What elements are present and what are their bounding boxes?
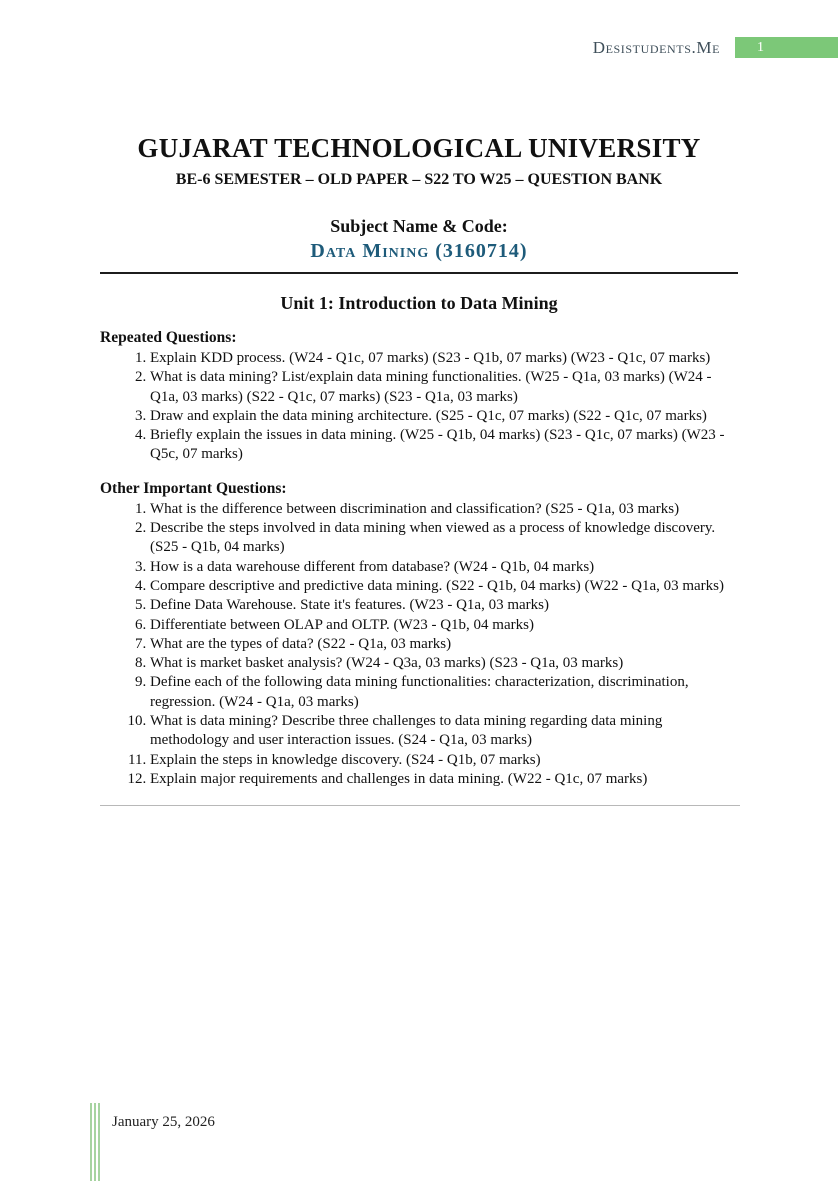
site-brand: Desistudents.Me: [592, 37, 720, 57]
other-questions-heading: Other Important Questions:: [100, 479, 287, 497]
bottom-divider: [100, 805, 740, 806]
question-item: 4. Briefly explain the issues in data mining. (W25 - Q1b, 04 marks) (S23 - Q1c, 07 marks) (W23 - Q5c, 07 marks): [150, 426, 738, 465]
question-item: 7. What are the types of data? (S22 - Q1a, 03 marks): [150, 635, 738, 654]
top-divider: [100, 272, 738, 274]
question-item: 3. Draw and explain the data mining architecture. (S25 - Q1c, 07 marks) (S22 - Q1c, 07 marks): [150, 407, 738, 426]
date-label: January 25, 2026: [112, 1114, 215, 1130]
question-item: 9. Define each of the following data mining functionalities: characterization, discrimination, regression. (W24 - Q1a, 03 marks): [150, 673, 738, 712]
question-item: 8. What is market basket analysis? (W24 - Q3a, 03 marks) (S23 - Q1a, 03 marks): [150, 654, 738, 673]
question-item: 11. Explain the steps in knowledge discovery. (S24 - Q1b, 07 marks): [150, 751, 738, 770]
question-item: 2. Describe the steps involved in data mining when viewed as a process of knowledge discovery. (S25 - Q1b, 04 marks): [150, 519, 738, 558]
question-item: 1. What is the difference between discrimination and classification? (S25 - Q1a, 03 marks): [150, 500, 738, 519]
university-title: GUJARAT TECHNOLOGICAL UNIVERSITY: [137, 133, 701, 163]
repeated-questions-list: [100, 349, 738, 465]
page-number: 1: [757, 39, 764, 55]
subject-name-code: Data Mining (3160714): [310, 240, 528, 262]
other-questions-list: [100, 500, 738, 789]
subject-label: Subject Name & Code:: [330, 216, 508, 236]
question-item: 12. Explain major requirements and challenges in data mining. (W22 - Q1c, 07 marks): [150, 770, 738, 789]
decorative-green-lines: [90, 1103, 100, 1181]
question-item: 1. Explain KDD process. (W24 - Q1c, 07 marks) (S23 - Q1b, 07 marks) (W23 - Q1c, 07 marks): [150, 349, 738, 368]
question-item: 4. Compare descriptive and predictive data mining. (S22 - Q1b, 04 marks) (W22 - Q1a, 03 marks): [150, 577, 738, 596]
paper-subtitle: BE-6 SEMESTER – OLD PAPER – S22 TO W25 – QUESTION BANK: [175, 171, 663, 188]
unit-title: Unit 1: Introduction to Data Mining: [280, 293, 558, 313]
question-item: 6. Differentiate between OLAP and OLTP. (W23 - Q1b, 04 marks): [150, 616, 738, 635]
question-item: 10. What is data mining? Describe three challenges to data mining regarding data mining methodology and user interaction issues. (S24 - Q1a, 03 marks): [150, 712, 738, 751]
question-item: 3. How is a data warehouse different from database? (W24 - Q1b, 04 marks): [150, 558, 738, 577]
question-item: 5. Define Data Warehouse. State it's features. (W23 - Q1a, 03 marks): [150, 596, 738, 615]
repeated-questions-heading: Repeated Questions:: [100, 329, 237, 346]
question-item: 2. What is data mining? List/explain data mining functionalities. (W25 - Q1a, 03 marks) (W24 - Q1a, 03 marks) (S22 - Q1c, 07 marks) (S23 - Q1a, 03 marks): [150, 368, 738, 407]
